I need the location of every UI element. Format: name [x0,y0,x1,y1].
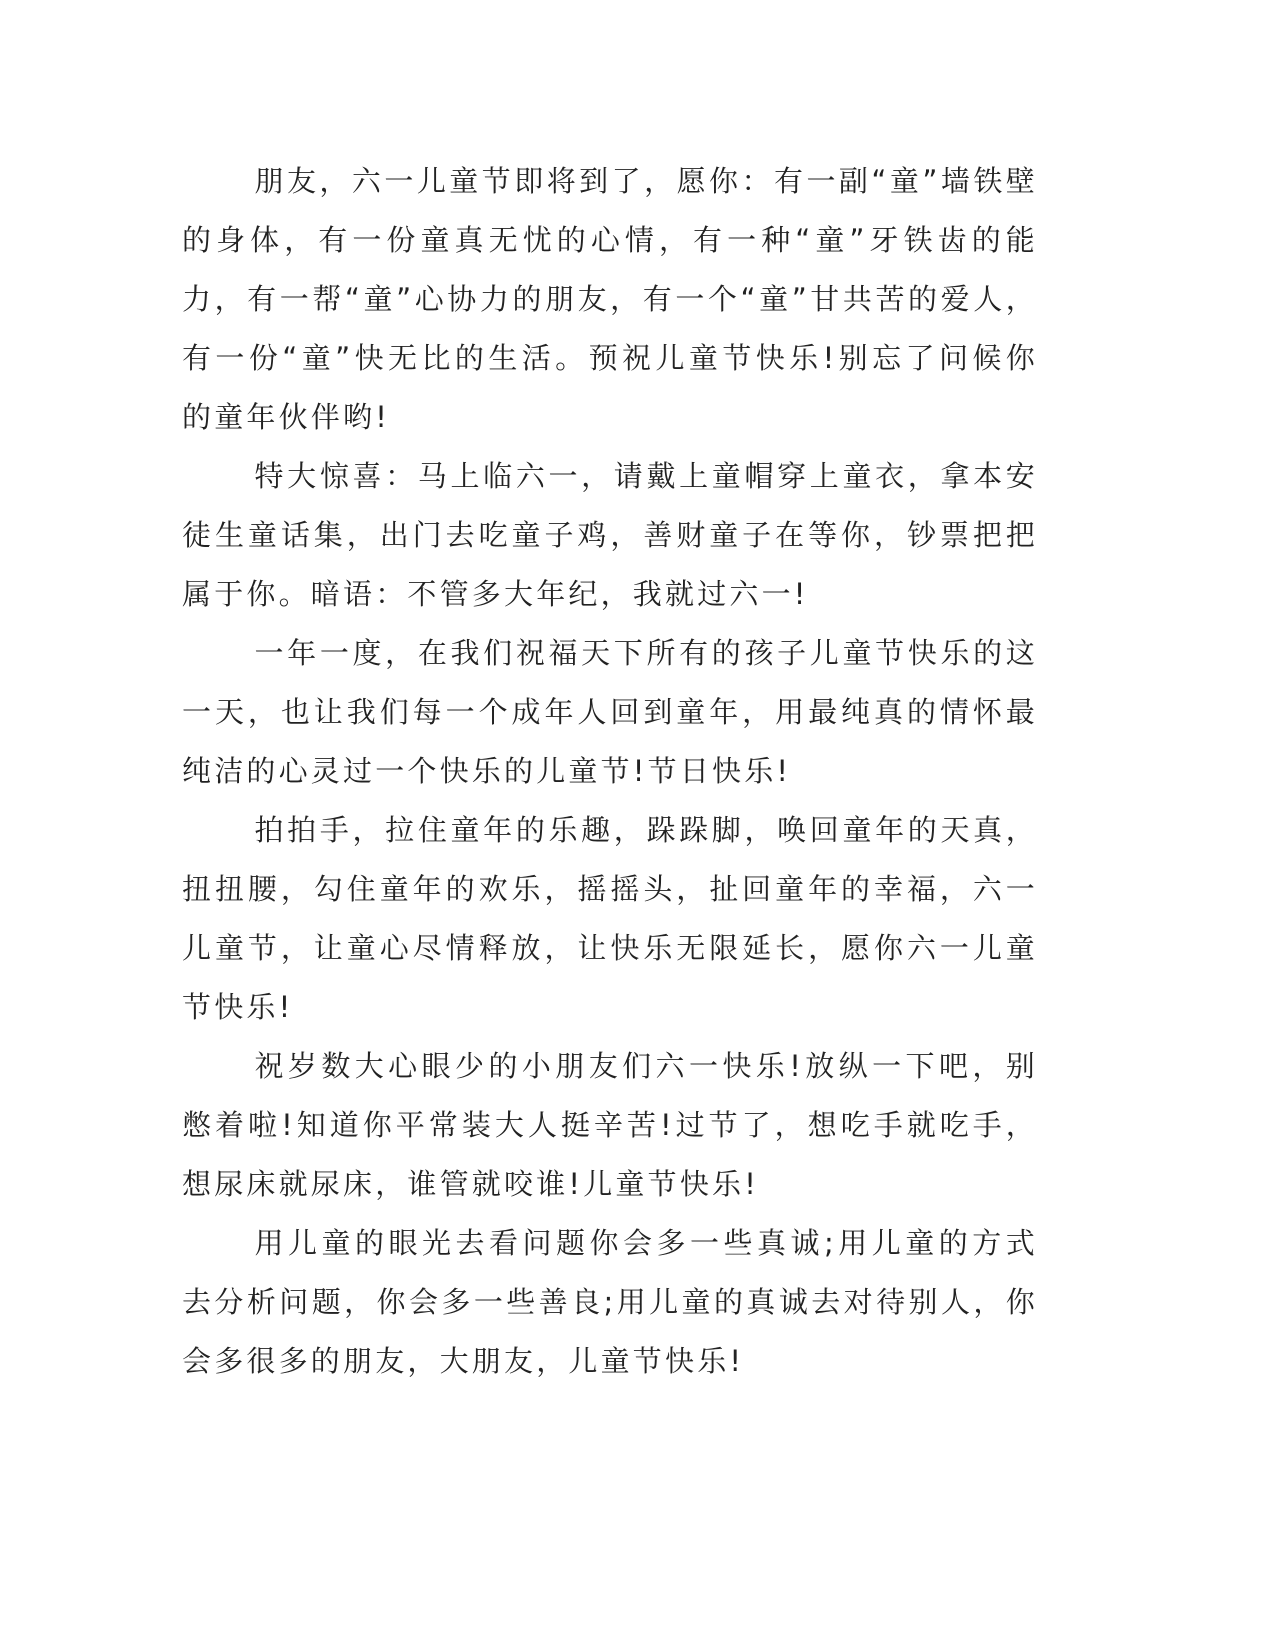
document-body [182,152,1038,1391]
paragraph-3: 一年一度，在我们祝福天下所有的孩子儿童节快乐的这一天，也让我们每一个成年人回到童年，用最纯真的情怀最纯洁的心灵过一个快乐的儿童节!节日快乐! [182,636,1038,788]
paragraph-4: 拍拍手，拉住童年的乐趣，跺跺脚，唤回童年的天真，扭扭腰，勾住童年的欢乐，摇摇头，扯回童年的幸福，六一儿童节，让童心尽情释放，让快乐无限延长，愿你六一儿童节快乐! [182,813,1038,1024]
paragraph-5: 祝岁数大心眼少的小朋友们六一快乐!放纵一下吧，别憋着啦!知道你平常装大人挺辛苦!过节了，想吃手就吃手，想尿床就尿床，谁管就咬谁!儿童节快乐! [182,1049,1038,1201]
paragraph-2: 特大惊喜：马上临六一，请戴上童帽穿上童衣，拿本安徒生童话集，出门去吃童子鸡，善财童子在等你，钞票把把属于你。暗语：不管多大年纪，我就过六一! [182,459,1038,611]
paragraph-1: 朋友，六一儿童节即将到了，愿你：有一副“童”墙铁壁的身体，有一份童真无忧的心情，有一种“童”牙铁齿的能力，有一帮“童”心协力的朋友，有一个“童”甘共苦的爱人，有一份“童”快无比的生活。预祝儿童节快乐!别忘了问候你的童年伙伴哟! [182,164,1038,434]
paragraph-6: 用儿童的眼光去看问题你会多一些真诚;用儿童的方式去分析问题，你会多一些善良;用儿童的真诚去对待别人，你会多很多的朋友，大朋友，儿童节快乐! [182,1226,1038,1378]
